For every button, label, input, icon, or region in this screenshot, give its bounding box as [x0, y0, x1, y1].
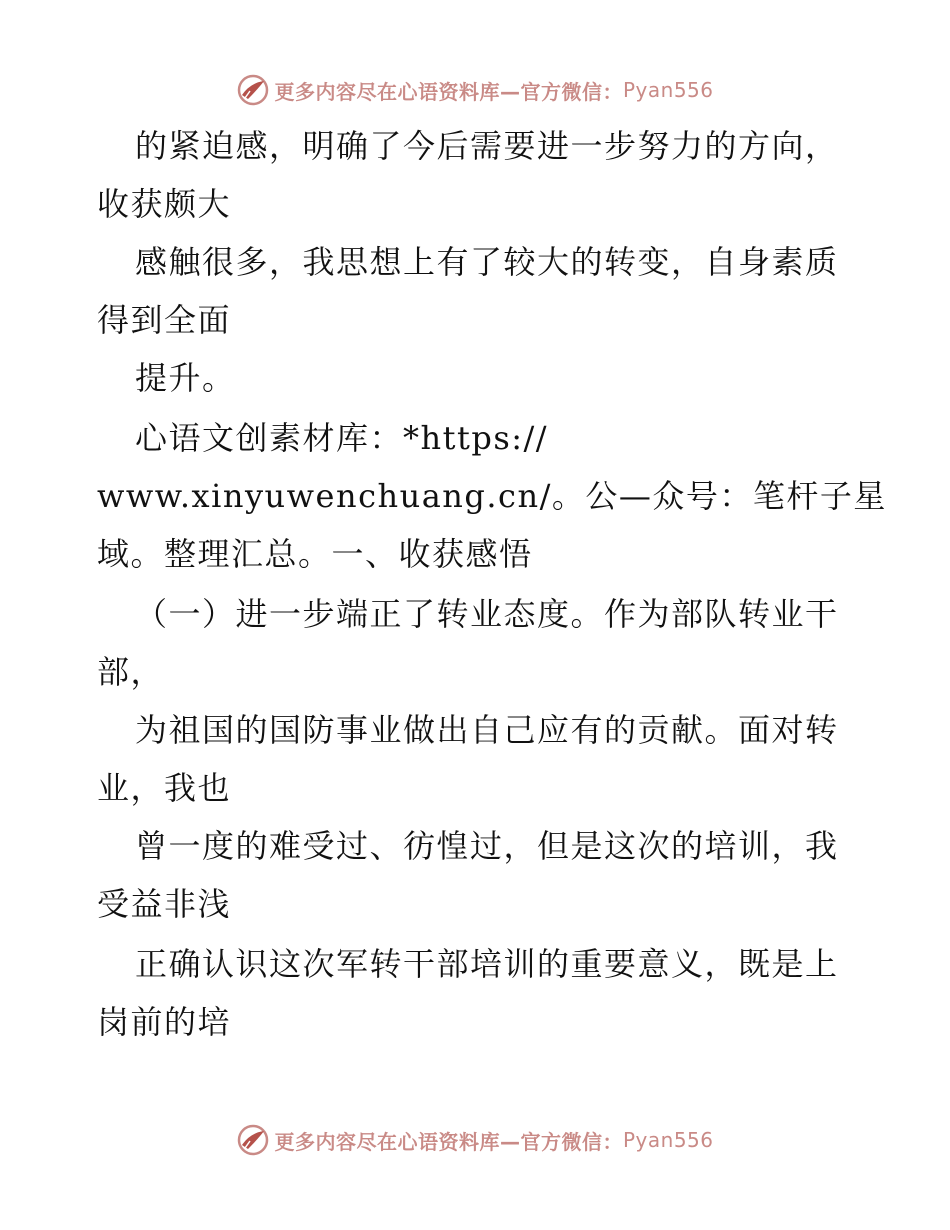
text-line: （一）进一步端正了转业态度。作为部队转业干	[135, 595, 839, 633]
text-line: 得到全面	[97, 301, 232, 339]
text-line: 为祖国的国防事业做出自己应有的贡献。面对转	[135, 711, 839, 749]
text-line: 岗前的培	[97, 1003, 232, 1041]
header-banner-wechat: Pyan556	[622, 78, 714, 102]
text-line: 业，我也	[97, 769, 232, 807]
text-line: 的紧迫感，明确了今后需要进一步努力的方向，	[135, 127, 839, 165]
footer-banner	[0, 1120, 950, 1160]
pen-nib-logo-icon	[236, 1123, 270, 1157]
text-line: 收获颇大	[97, 185, 232, 223]
text-line: 部，	[97, 653, 165, 691]
text-line: 受益非浅	[97, 885, 232, 923]
footer-banner-text: 更多内容尽在心语资料库—官方微信：	[274, 1129, 623, 1154]
text-line: 心语文创素材库：*https://	[135, 419, 549, 457]
text-line: 提升。	[135, 359, 236, 397]
text-line: 正确认识这次军转干部培训的重要意义，既是上	[135, 945, 839, 983]
footer-banner-wechat: Pyan556	[622, 1128, 714, 1152]
text-line: www.xinyuwenchuang.cn/。公—众号：笔杆子星	[97, 477, 887, 515]
text-line: 感触很多，我思想上有了较大的转变，自身素质	[135, 243, 839, 281]
header-banner-text: 更多内容尽在心语资料库—官方微信：	[274, 79, 623, 104]
text-line: 曾一度的难受过、彷惶过，但是这次的培训，我	[135, 827, 839, 865]
text-line: 域。整理汇总。一、收获感悟	[97, 535, 533, 573]
